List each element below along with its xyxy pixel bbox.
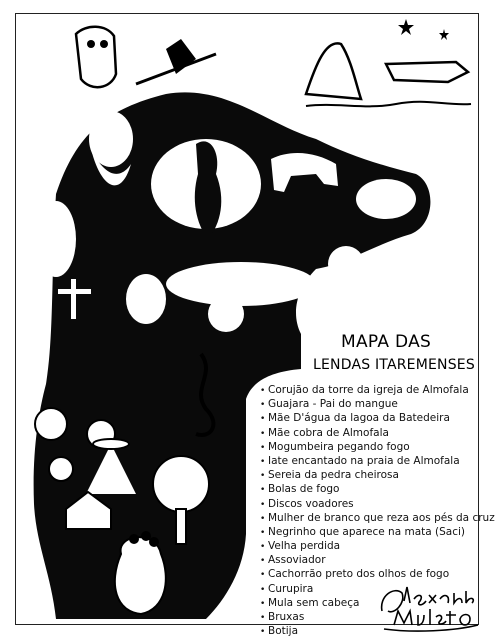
- witch-figure: [166, 39, 196, 74]
- woman-in-white: [208, 296, 244, 332]
- bullet-icon: •: [260, 527, 266, 538]
- legend-item-label: Iate encantado na praia de Almofala: [268, 454, 460, 467]
- coin: [149, 537, 159, 547]
- legend-item-label: Mulher de branco que reza aos pés da cruz: [268, 511, 495, 524]
- bullet-icon: •: [260, 613, 266, 623]
- legend-item: [260, 468, 495, 482]
- legend-item-label: Mãe cobra de Almofala: [268, 426, 389, 439]
- tree-trunk: [176, 509, 186, 544]
- bullet-icon: •: [260, 471, 266, 482]
- legend-item: [260, 482, 495, 496]
- star: [439, 29, 449, 40]
- legend-item-label: Guajara - Pai do mangue: [268, 398, 398, 411]
- fireball-3: [49, 457, 73, 481]
- bullet-icon: •: [260, 570, 266, 581]
- legend-item-label: Velha perdida: [268, 540, 341, 553]
- indigenous-face: [36, 201, 76, 277]
- legend-item-label: Mogumbeira pegando fogo: [268, 440, 410, 453]
- bullet-icon: •: [260, 542, 266, 553]
- sea-waves: [306, 102, 471, 107]
- saci-figure: [328, 246, 364, 282]
- legend-item-label: Corujão da torre da igreja de Almofala: [268, 384, 469, 396]
- tree-crown: [153, 456, 209, 512]
- bullet-icon: •: [260, 556, 266, 567]
- owl-eye: [100, 40, 108, 48]
- bullet-icon: •: [260, 499, 266, 510]
- owl-eye: [87, 40, 95, 48]
- legend-item-label: Mula sem cabeça: [268, 596, 360, 609]
- legend-item-label: Bruxas: [268, 611, 305, 623]
- poster-frame: [15, 13, 495, 638]
- legend-item: [260, 397, 495, 411]
- legend-item-label: Negrinho que aparece na mata (Saci): [268, 525, 466, 538]
- owl: [76, 27, 116, 87]
- legend-item: [260, 539, 495, 553]
- coin: [129, 534, 139, 544]
- legend-item: [260, 440, 495, 454]
- lagoon: [166, 262, 316, 306]
- legend-item: [260, 511, 495, 525]
- kneeling-man: [126, 274, 166, 324]
- legend-item-label: Curupira: [268, 582, 314, 595]
- artist-signature: [374, 581, 484, 633]
- bullet-icon: •: [260, 513, 266, 524]
- legend-item-label: Mãe D'água da lagoa da Batedeira: [268, 412, 450, 425]
- legend-item-label: Assoviador: [268, 554, 326, 567]
- bullet-icon: •: [260, 584, 266, 595]
- legend-item: [260, 553, 495, 567]
- legend-item-label: Botija: [268, 625, 299, 638]
- legend-item-label: Sereia da pedra cheirosa: [268, 469, 399, 482]
- bullet-icon: •: [260, 456, 266, 467]
- fireball-1: [35, 408, 67, 440]
- stone-dotted-rock: [356, 179, 416, 219]
- legend-item-label: Discos voadores: [268, 497, 354, 510]
- bullet-icon: •: [260, 386, 266, 396]
- bullet-icon: •: [260, 414, 266, 425]
- coin: [141, 531, 151, 541]
- legend-item: [260, 497, 495, 511]
- bullet-icon: •: [260, 400, 266, 411]
- legend-item: [260, 411, 495, 425]
- map-title-line-1: MAPA DAS: [341, 332, 432, 352]
- enchanted-yacht: [386, 62, 468, 82]
- star: [398, 19, 414, 35]
- mermaid-rock: [306, 43, 361, 99]
- legend-item: [260, 383, 495, 397]
- legend-item: [260, 454, 495, 468]
- bullet-icon: •: [260, 627, 266, 638]
- bullet-icon: •: [260, 442, 266, 453]
- legend-item: [260, 567, 495, 581]
- bullet-icon: •: [260, 598, 266, 609]
- treasure-pot: [115, 537, 166, 614]
- bullet-icon: •: [260, 485, 266, 496]
- legend-item-label: Cachorrão preto dos olhos de fogo: [268, 568, 450, 581]
- bullet-icon: •: [260, 428, 266, 439]
- legend-item: [260, 525, 495, 539]
- legend-item-label: Bolas de fogo: [268, 483, 340, 496]
- flying-saucer: [93, 439, 129, 449]
- legend-item: [260, 426, 495, 440]
- map-title-line-2: LENDAS ITAREMENSES: [313, 357, 475, 373]
